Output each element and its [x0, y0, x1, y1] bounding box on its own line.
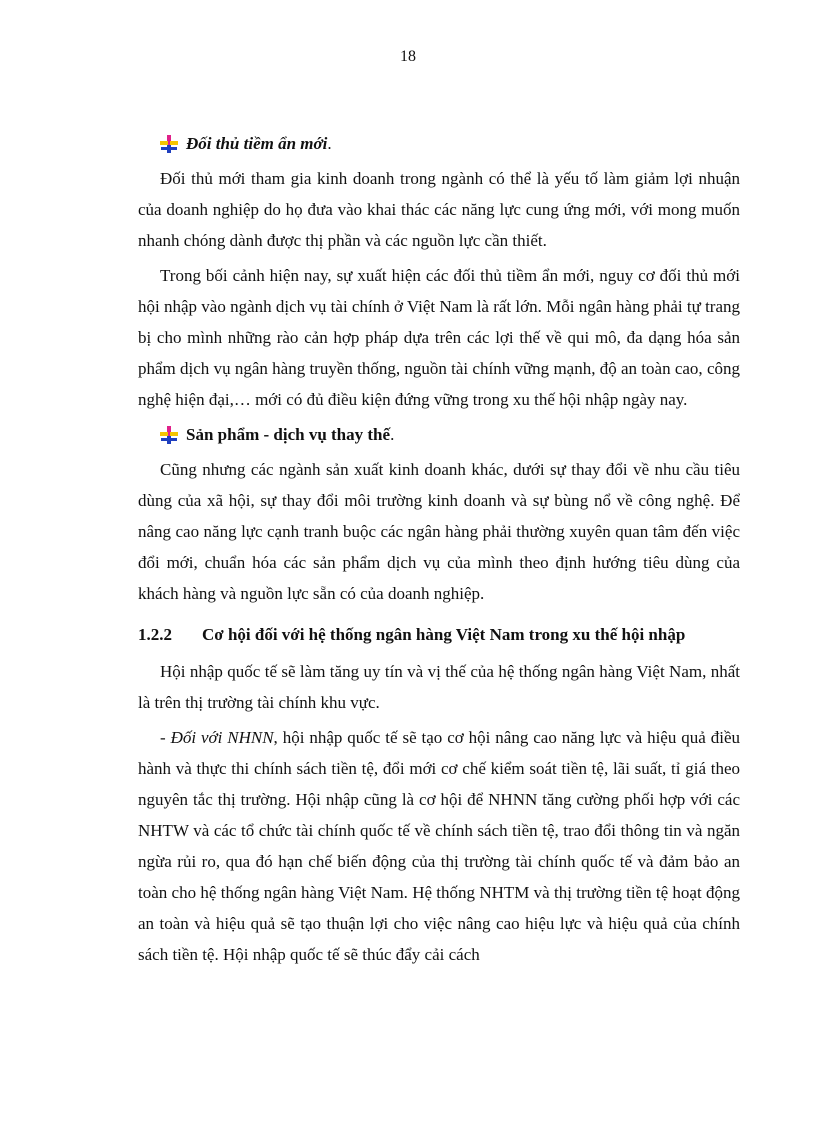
section-heading [138, 619, 740, 650]
paragraph-new-competitors: Đối thủ mới tham gia kinh doanh trong ngành có thể là yếu tố làm giảm lợi nhuận của doanh nghiệp do họ đưa vào khai thác các năng lực cung ứng mới, với mong muốn nhanh chóng dành được thị phần và các nguồn lực cần thiết. [138, 169, 740, 250]
section-title: Cơ hội đối với hệ thống ngân hàng Việt Nam trong xu thế hội nhập [202, 625, 686, 644]
paragraph-integration: Hội nhập quốc tế sẽ làm tăng uy tín và vị thế của hệ thống ngân hàng Việt Nam, nhất là trên thị trường tài chính khu vực. [138, 662, 740, 712]
paragraph-emphasis: Đối với NHNN [170, 728, 274, 747]
star-bullet-icon [160, 135, 178, 153]
page-content [138, 128, 740, 974]
bullet-heading-potential-competitors [138, 128, 740, 159]
section-number: 1.2.2 [138, 625, 172, 644]
bullet-heading-trail: . [390, 425, 395, 444]
bullet-heading-substitutes [138, 419, 740, 450]
paragraph-context: Trong bối cảnh hiện nay, sự xuất hiện các đối thủ tiềm ẩn mới, nguy cơ đối thủ mới hội nhập vào ngành dịch vụ tài chính ở Việt Nam là rất lớn. Mỗi ngân hàng phải tự trang bị cho mình những rào cản hợp pháp dựa trên các lợi thế về qui mô, đa dạng hóa sản phẩm dịch vụ ngân hàng truyền thống, nguồn tài chính vững mạnh, độ an toàn cao, công nghệ hiện đại,… mới có đủ điều kiện đứng vững trong xu thế hội nhập ngày nay. [138, 266, 740, 409]
paragraph-substitutes: Cũng nhưng các ngành sản xuất kinh doanh khác, dưới sự thay đổi về nhu cầu tiêu dùng của xã hội, sự thay đổi môi trường kinh doanh và sự bùng nổ về công nghệ. Để nâng cao năng lực cạnh tranh buộc các ngân hàng phải thường xuyên quan tâm đến việc đổi mới, chuẩn hóa các sản phẩm dịch vụ của mình theo định hướng tiêu dùng của khách hàng và nguồn lực sẵn có của doanh nghiệp. [138, 460, 740, 603]
paragraph-nhnn [138, 722, 740, 970]
page-number: 18 [400, 48, 416, 65]
star-bullet-icon [160, 426, 178, 444]
bullet-heading-text: Đối thủ tiềm ẩn mới [186, 134, 328, 153]
bullet-heading-text: Sản phẩm - dịch vụ thay thế [186, 425, 391, 444]
paragraph-rest: , hội nhập quốc tế sẽ tạo cơ hội nâng cao năng lực và hiệu quả điều hành và thực thi chính sách tiền tệ, đổi mới cơ chế kiểm soát tiền tệ, lãi suất, tỉ giá theo nguyên tắc thị trường. Hội nhập cũng là cơ hội để NHNN tăng cường phối hợp với các NHTW và các tổ chức tài chính quốc tế về chính sách tiền tệ, trao đổi thông tin và ngăn ngừa rủi ro, qua đó hạn chế biến động của thị trường tài chính quốc tế và đảm bảo an toàn cho hệ thống ngân hàng Việt Nam. Hệ thống NHTM và thị trường tiền tệ hoạt động an toàn và hiệu quả sẽ tạo thuận lợi cho việc nâng cao hiệu lực và hiệu quả của chính sách tiền tệ. Hội nhập quốc tế sẽ thúc đẩy cải cách [138, 728, 740, 964]
bullet-heading-trail: . [327, 134, 332, 153]
paragraph-lead: - [160, 728, 171, 747]
